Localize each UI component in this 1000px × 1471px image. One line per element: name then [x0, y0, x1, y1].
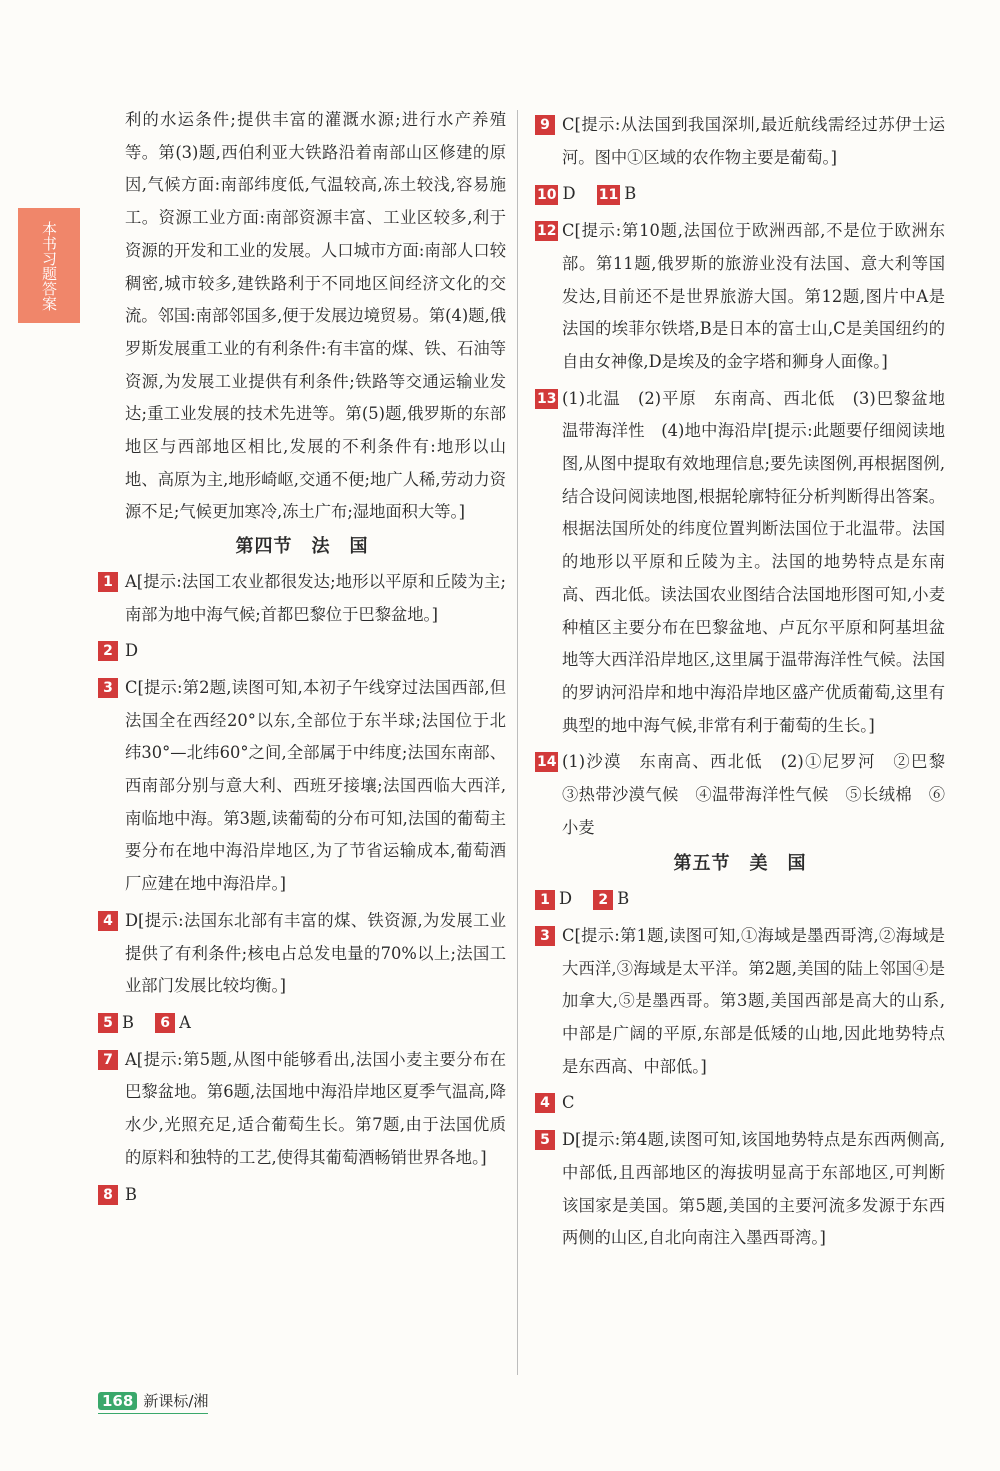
answer-text: B: [624, 184, 637, 204]
question-number-badge: 13: [537, 390, 557, 407]
answer-text: C[提示:第10题,法国位于欧洲西部,不是位于欧洲东部。第11题,俄罗斯的旅游业没有法国、意大利等国发达,目前还不是世界旅游大国。第12题,图片中A是法国的埃菲尔铁塔,B是日本的富士山,C是美国纽约的自由女神像,D是埃及的金字塔和狮身人面像。]: [562, 221, 945, 371]
answer-pair-row: [535, 178, 945, 211]
question-number-badge: 4: [535, 1093, 555, 1113]
answer-item: [98, 566, 506, 631]
question-number-badge: 4: [98, 911, 118, 931]
question-number-badge: 3: [535, 926, 555, 946]
answer-text: C[提示:第1题,读图可知,①海域是墨西哥湾,②海域是大西洋,③海域是太平洋。第2题,美国的陆上邻国④是加拿大,⑤是墨西哥。第3题,美国西部是高大的山系,中部是广阔的平原,东部是低矮的山地,因此地势特点是东西高、中部低。]: [562, 925, 945, 1076]
question-number-badge: 10: [537, 186, 557, 203]
answer-text: D: [559, 889, 573, 909]
answer-item: [535, 1087, 945, 1120]
answer-item: [98, 1179, 506, 1212]
answer-pair-row: [98, 1007, 506, 1040]
side-tab-label: 本书习题答案: [18, 208, 80, 323]
column-divider: [517, 110, 518, 1375]
footer-label: 新课标/湘: [143, 1392, 209, 1410]
answer-pair-row: [535, 883, 945, 916]
question-number-badge: 5: [98, 1013, 118, 1033]
answer-item: [535, 1124, 945, 1255]
answer-item: [98, 635, 506, 668]
question-number-badge: 2: [98, 641, 118, 661]
question-number-badge: 5: [535, 1130, 555, 1150]
section-title-france: 第四节 法 国: [235, 536, 369, 558]
answer-text: A: [179, 1012, 191, 1032]
question-number-badge: 2: [593, 890, 613, 910]
answer-item: [535, 383, 962, 743]
answer-pair: [535, 883, 572, 916]
answer-text: (1)沙漠 东南高、西北低 (2)①尼罗河 ②巴黎 ③热带沙漠气候 ④温带海洋性气候 ⑤长绒棉 ⑥小麦: [562, 752, 962, 837]
answer-item: [535, 746, 962, 844]
question-number-badge: 9: [535, 115, 555, 135]
question-number-badge: 11: [598, 186, 619, 203]
answer-text: A[提示:第5题,从图中能够看出,法国小麦主要分布在巴黎盆地。第6题,法国地中海沿岸地区夏季气温高,降水少,光照充足,适合葡萄生长。第7题,由于法国优质的原料和独特的工艺,使得其葡萄酒畅销世界各地。]: [125, 1049, 506, 1167]
answer-text: C: [562, 1093, 575, 1113]
answer-pair: [593, 883, 629, 916]
answer-item: [535, 109, 945, 174]
answer-text: (1)北温 (2)平原 东南高、西北低 (3)巴黎盆地 温带海洋性 (4)地中海沿岸[提示:此题要仔细阅读地图,从图中提取有效地理信息;要先读图例,再根据图例,结合设问阅读地图,根据轮廓特征分析判断得出答案。根据法国所处的纬度位置判断法国位于北温带。法国的地形以平原和丘陵为主。法国的地势特点是东南高、西北低。读法国农业图结合法国地形图可知,小麦种植区主要分布在巴黎盆地、卢瓦尔平原和阿基坦盆地等大西洋沿岸地区,这里属于温带海洋性气候。法国的罗讷河沿岸和地中海沿岸地区盛产优质葡萄,这里有典型的地中海气候,非常有利于葡萄的生长。]: [562, 388, 962, 735]
answer-text: C[提示:从法国到我国深圳,最近航线需经过苏伊士运河。图中①区域的农作物主要是葡萄。]: [562, 115, 945, 167]
answer-item: [98, 905, 506, 1003]
answer-text: B: [617, 889, 630, 909]
question-number-badge: 7: [98, 1050, 118, 1070]
answer-pair: [535, 178, 576, 211]
answer-text: D: [562, 184, 576, 204]
answer-text: D: [125, 641, 139, 661]
question-number-badge: 1: [535, 890, 555, 910]
answer-item: [98, 672, 506, 901]
answer-text: D[提示:法国东北部有丰富的煤、铁资源,为发展工业提供了有利条件;核电占总发电量的70%以上;法国工业部门发展比较均衡。]: [125, 910, 506, 996]
question-number-badge: 14: [537, 754, 557, 771]
question-number-badge: 3: [98, 678, 118, 698]
question-number-badge: 1: [98, 572, 118, 592]
page-number: 168: [98, 1392, 137, 1410]
answer-item: [98, 1044, 506, 1175]
answer-item: [535, 920, 945, 1084]
answer-pair: [597, 178, 636, 211]
page-footer: [98, 1390, 208, 1414]
question-number-badge: 6: [155, 1013, 175, 1033]
question-number-badge: 8: [98, 1185, 118, 1205]
right-column: [535, 109, 962, 1259]
answer-text: C[提示:第2题,读图可知,本初子午线穿过法国西部,但法国全在西经20°以东,全部位于东半球;法国位于北纬30°—北纬60°之间,全部属于中纬度;法国东南部、西南部分别与意大利、西班牙接壤;法国西临大西洋,南临地中海。第3题,读葡萄的分布可知,法国的葡萄主要分布在地中海沿岸地区,为了节省运输成本,葡萄酒厂应建在地中海沿岸。]: [125, 677, 506, 894]
continuation-text: 利的水运条件;提供丰富的灌溉水源;进行水产养殖等。第(3)题,西伯利亚大铁路沿着南部山区修建的原因,气候方面:南部纬度低,气温较高,冻土较浅,容易施工。资源工业方面:南部资源丰富、工业区较多,利于资源的开发和工业的发展。人口城市方面:南部人口较稠密,城市较多,建铁路利于不同地区间经济文化的交流。邻国:南部邻国多,便于发展边境贸易。第(4)题,俄罗斯发展重工业的有利条件:有丰富的煤、铁、石油等资源,为发展工业提供有利条件;铁路等交通运输业发达;重工业发展的技术先进等。第(5)题,俄罗斯的东部地区与西部地区相比,发展的不利条件有:地形以山地、高原为主,地形崎岖,交通不便;地广人稀,劳动力资源不足;气候更加寒冷,冻土广布;湿地面积大等。]: [125, 110, 506, 522]
answer-text: A[提示:法国工农业都很发达;地形以平原和丘陵为主;南部为地中海气候;首都巴黎位于巴黎盆地。]: [125, 571, 506, 624]
answer-text: B: [122, 1012, 134, 1032]
answer-text: D[提示:第4题,读图可知,该国地势特点是东西两侧高,中部低,且西部地区的海拔明显高于东部地区,可判断该国家是美国。第5题,美国的主要河流多发源于东西两侧的山区,自北向南注入墨西哥湾。]: [562, 1130, 945, 1248]
section-title-usa: 第五节 美 国: [673, 853, 807, 875]
answer-pair: [155, 1007, 191, 1040]
answer-item: [535, 215, 945, 379]
answer-pair: [98, 1007, 134, 1040]
question-number-badge: 12: [537, 223, 557, 240]
left-column: [98, 104, 506, 1215]
answer-text: B: [125, 1184, 137, 1204]
